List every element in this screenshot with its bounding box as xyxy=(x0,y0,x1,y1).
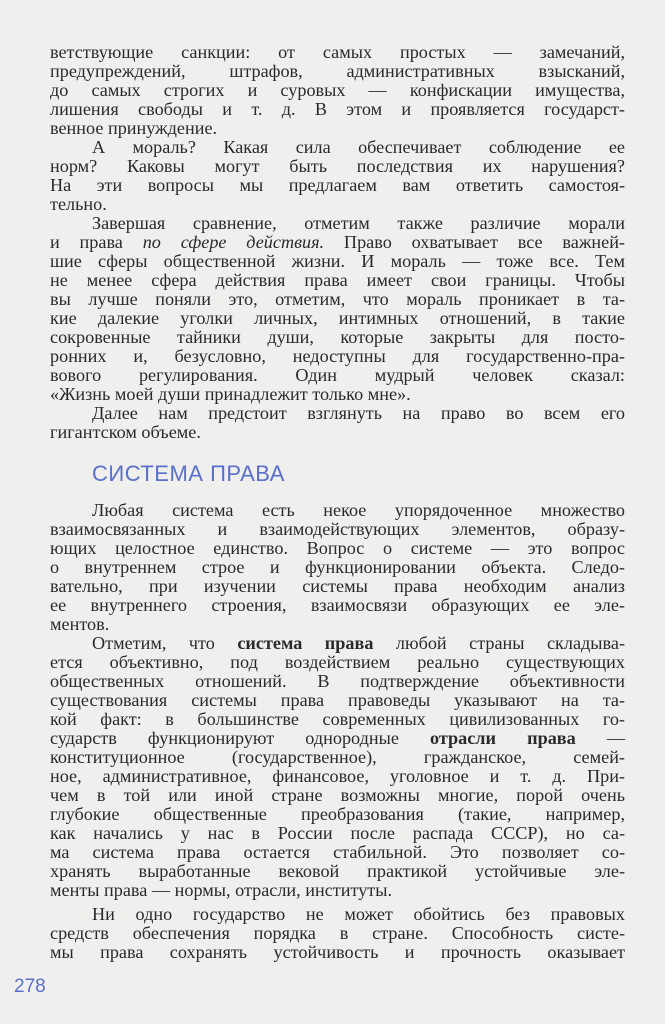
text-line: существования системы права правоведы указывают на та- xyxy=(50,690,625,710)
text-line: как начались у нас в России после распада СССР), но са- xyxy=(50,823,625,843)
text-line: кие далекие уголки личных, интимных отношений, в такие xyxy=(50,308,625,328)
text-line: Далее нам предстоит взглянуть на право во всем его xyxy=(92,403,625,423)
text-line: общественных отношений. В подтверждение объективности xyxy=(50,671,625,691)
text-line: венное принуждение. xyxy=(50,118,218,138)
text-line: кой факт: в большинстве современных цивилизованных го- xyxy=(50,709,625,729)
text-line: шие сферы общественной жизни. И мораль — тоже все. Тем xyxy=(50,251,625,271)
text-line: вового регулирования. Один мудрый человек сказал: xyxy=(50,365,625,385)
text-line: до самых строгих и суровых — конфискации имущества, xyxy=(50,80,625,100)
text-line: о внутреннем строе и функционировании объекта. Следо- xyxy=(50,557,625,577)
text-line: предупреждений, штрафов, административных взысканий, xyxy=(50,61,625,81)
text-line: Завершая сравнение, отметим также различие морали xyxy=(92,213,625,233)
text-line: средств обеспечения порядка в стране. Способность систе- xyxy=(50,923,625,943)
text-line: тельно. xyxy=(50,194,107,214)
text-line: взаимосвязанных и взаимодействующих элементов, образу- xyxy=(50,519,625,539)
text-line: ментов. xyxy=(50,614,110,634)
text-line: конституционное (государственное), гражданское, семей- xyxy=(50,747,625,767)
text-line: Любая система есть некое упорядоченное множество xyxy=(92,500,625,520)
text-line: ное, административное, финансовое, уголовное и т. д. При- xyxy=(50,766,625,786)
text-line: менты права — нормы, отрасли, институты. xyxy=(50,880,393,900)
text-line: мы права сохранять устойчивость и прочность оказывает xyxy=(50,942,625,962)
text-line: ее внутреннего строения, взаимосвязи образующих ее эле- xyxy=(50,595,625,615)
text-line: сокровенные тайники души, которые закрыты для посто- xyxy=(50,327,625,347)
text-line: На эти вопросы мы предлагаем вам ответить самостоя- xyxy=(50,175,625,195)
text-line: А мораль? Какая сила обеспечивает соблюдение ее xyxy=(92,137,625,157)
text-line: чем в той или иной стране возможны многие, порой очень xyxy=(50,785,625,805)
text-line: и права по сфере действия. Право охватывает все важней- xyxy=(50,232,625,252)
text-line: ющих целостное единство. Вопрос о системе — это вопрос xyxy=(50,538,625,558)
text-line: Отметим, что система права любой страны складыва- xyxy=(92,633,625,653)
text-line: глубокие общественные преобразования (такие, например, xyxy=(50,804,625,824)
text-line: гигантском объеме. xyxy=(50,422,201,442)
text-line: ется объективно, под воздействием реально существующих xyxy=(50,652,625,672)
text-line: хранять выработанные вековой практикой устойчивые эле- xyxy=(50,861,625,881)
text-line: не менее сфера действия права имеет свои границы. Чтобы xyxy=(50,270,625,290)
text-line: ронних и, безусловно, недоступны для государственно-пра- xyxy=(50,346,625,366)
text-line: вательно, при изучении системы права необходим анализ xyxy=(50,576,625,596)
section-heading: СИСТЕМА ПРАВА xyxy=(92,461,285,486)
text-line: вы лучше поняли это, отметим, что мораль проникает в та- xyxy=(50,289,625,309)
text-line: «Жизнь моей души принадлежит только мне». xyxy=(50,384,411,404)
text-line: сударств функционируют однородные отрасли права — xyxy=(50,728,626,748)
text-line: ма система права остается стабильной. Это позволяет со- xyxy=(50,842,625,862)
text-line: норм? Каковы могут быть последствия их нарушения? xyxy=(50,156,625,176)
text-line: Ни одно государство не может обойтись без правовых xyxy=(92,904,625,924)
page-number: 278 xyxy=(14,976,46,997)
text-line: ветствующие санкции: от самых простых — замечаний, xyxy=(50,42,625,62)
text-line: лишения свободы и т. д. В этом и проявляется государст- xyxy=(50,99,625,119)
